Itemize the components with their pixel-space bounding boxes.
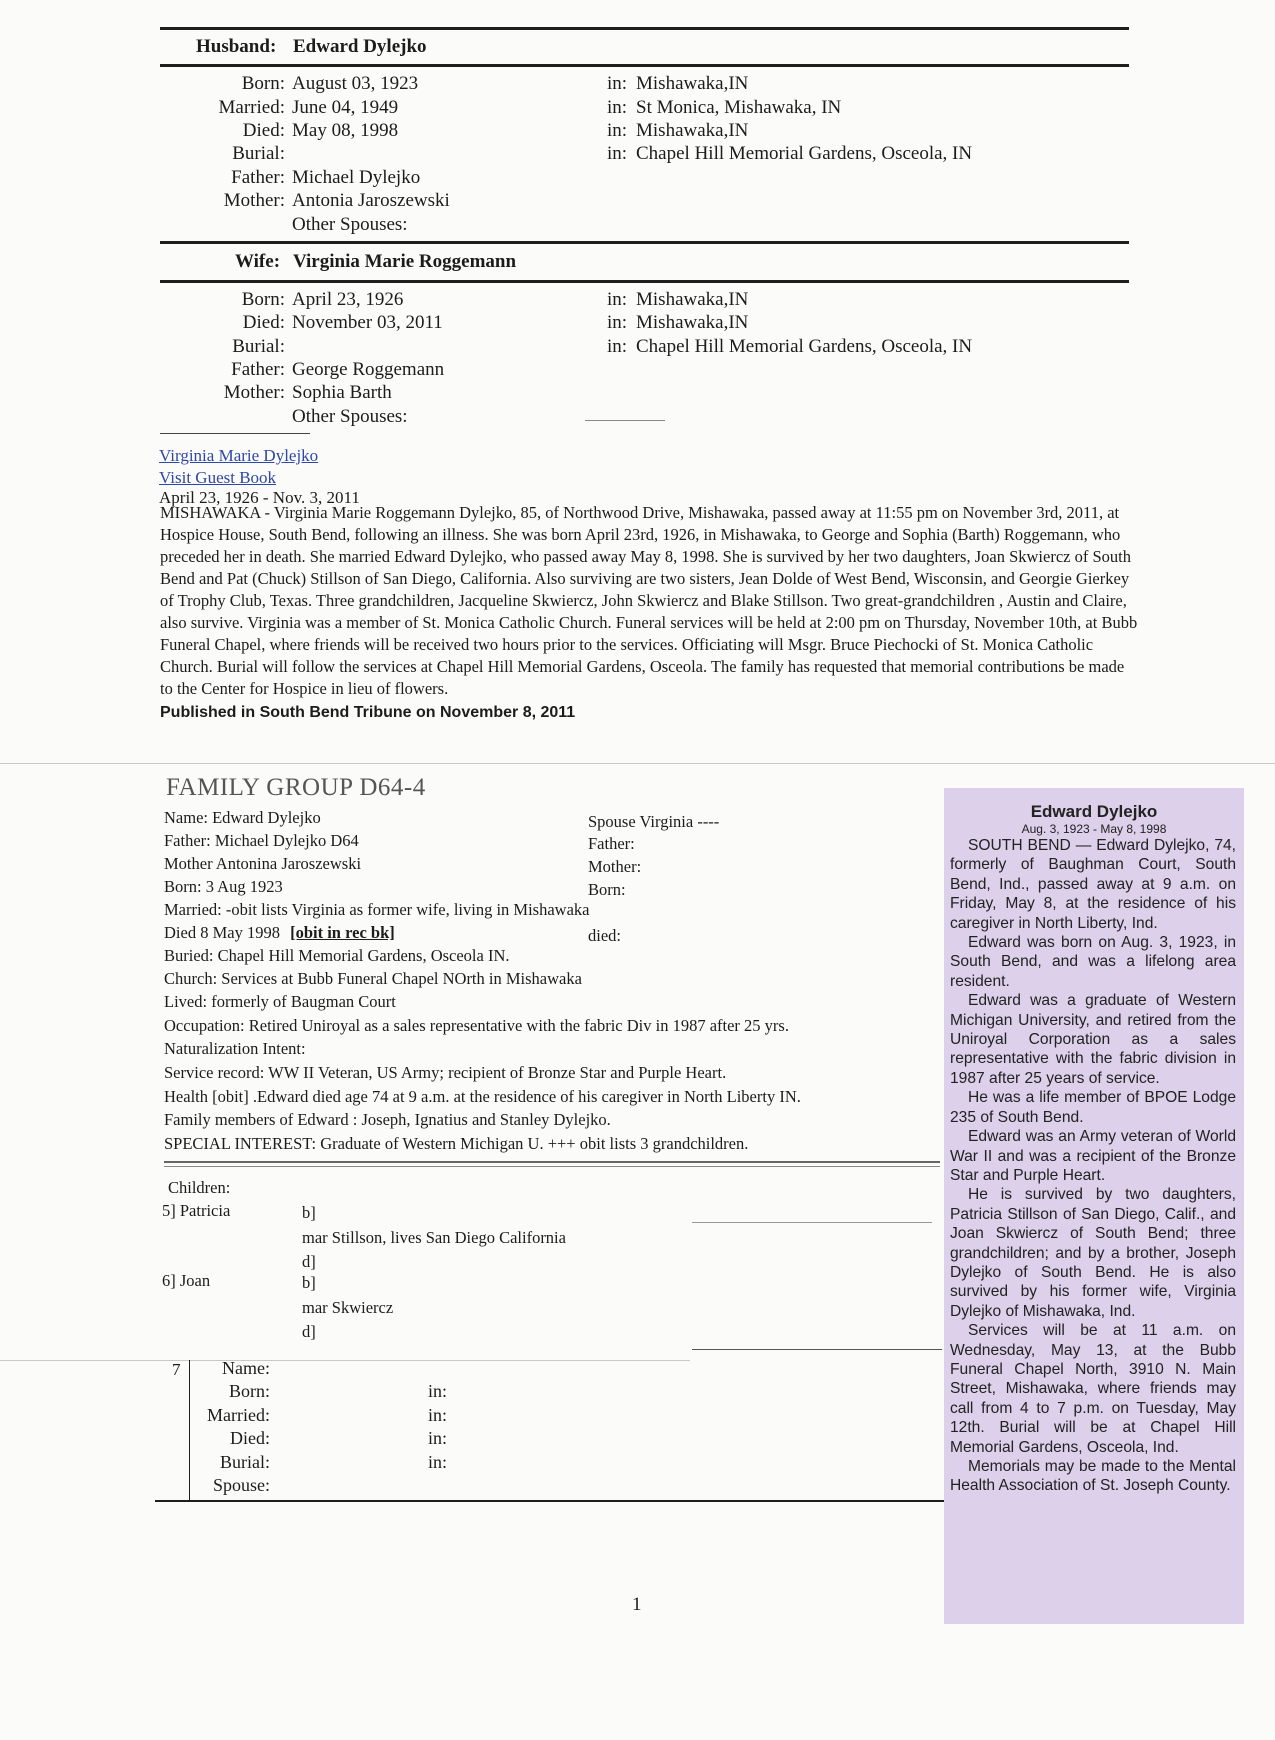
newspaper-clipping: [944, 788, 1244, 1624]
fg-spouse: Spouse Virginia ----: [588, 812, 720, 831]
child-5-name: 5] Patricia: [162, 1201, 231, 1220]
page-seam-lower: [0, 1360, 690, 1361]
child-record-married-in: in:: [428, 1405, 448, 1425]
fg-married: Married: -obit lists Virginia as former wife, living in Mishawaka: [164, 900, 590, 919]
clipping-paragraph: Edward was born on Aug. 3, 1923, in South Bend, and was a lifelong area resident.: [950, 934, 1236, 990]
husband-mother-label: Mother:: [223, 190, 285, 211]
wife-born-label: Born:: [241, 289, 285, 310]
husband-born-label: Born:: [241, 73, 285, 94]
wife-born-in: in:: [607, 289, 628, 310]
fg-spouse-died: died:: [588, 926, 621, 945]
husband-married-label: Married:: [218, 97, 285, 118]
fg-church: Church: Services at Bubb Funeral Chapel NOrth in Mishawaka: [164, 969, 582, 988]
fg-died-note: [obit in rec bk]: [290, 923, 395, 942]
fg-lived: Lived: formerly of Baugman Court: [164, 992, 396, 1011]
wife-father-value: George Roggemann: [292, 359, 445, 380]
fg-spouse-mother: Mother:: [588, 857, 642, 876]
fg-naturalization: Naturalization Intent:: [164, 1039, 306, 1058]
wife-mother-value: Sophia Barth: [292, 382, 392, 403]
fg-died: [164, 923, 395, 943]
clipping-paragraph: Services will be at 11 a.m. on Wednesday, May 13, at the Bubb Funeral Chapel North, 3910 N. Main Street, Mishawaka, where friends may call from 4 to 7 p.m. on Tuesday, May 12th. Burial will be at Chapel Hill Memorial Gardens, Osceola, Ind.: [950, 1322, 1236, 1456]
husband-burial-in: in:: [607, 143, 628, 164]
fg-health: Health [obit] .Edward died age 74 at 9 a.m. at the residence of his caregiver in North Liberty IN.: [164, 1087, 801, 1106]
page-number: 1: [632, 1594, 642, 1615]
child-6-name: 6] Joan: [162, 1271, 211, 1290]
husband-born-in: in:: [607, 73, 628, 94]
child-6-marriage: mar Skwiercz: [302, 1298, 394, 1317]
husband-born-value: August 03, 1923: [292, 73, 419, 94]
clipping-title: Edward Dylejko: [1030, 802, 1158, 821]
husband-name: Edward Dylejko: [293, 36, 427, 57]
wife-died-place: Mishawaka,IN: [636, 312, 749, 333]
child-record-spouse-label: Spouse:: [212, 1475, 270, 1495]
fg-occupation: Occupation: Retired Uniroyal as a sales representative with the fabric Div in 1987 after 25 yrs.: [164, 1016, 789, 1035]
wife-section-short-rule: [160, 433, 310, 434]
obituary-paragraph: MISHAWAKA - Virginia Marie Roggemann Dylejko, 85, of Northwood Drive, Mishawaka, passed away at 11:55 pm on November 3rd, 2011, at Hospice House, South Bend, following an illness. She was born April 23rd, 1926, in Mishawaka, to George and Sophia (Barth) Roggemann, who preceded her in death. She married Edward Dylejko, who passed away May 8, 1998. She is survived by her two daughters, Joan Skwiercz of South Bend and Pat (Chuck) Stillson of San Diego, California. Also surviving are two sisters, Jean Dolde of West Bend, Wisconsin, and Georgie Gierkey of Trophy Club, Texas. Three grandchildren, Jacqueline Skwiercz, John Skwiercz and Blake Stillson. Two great-grandchildren , Austin and Claire, also survive. Virginia was a member of St. Monica Catholic Church. Funeral services will be held at 2:00 pm on Thursday, November 10th, at Bubb Funeral Chapel, where friends will be received two hours prior to the services. Officiating will Msgr. Bruce Piechocki of St. Monica Catholic Church. Burial will follow the services at Chapel Hill Memorial Gardens, Osceola. The family has requested that memorial contributions be made to the Center for Hospice in lieu of flowers.: [160, 503, 1138, 698]
child-record-born-in: in:: [428, 1381, 448, 1401]
clipping-text: [944, 836, 1244, 1496]
husband-mother-value: Antonia Jaroszewski: [292, 190, 450, 211]
husband-married-value: June 04, 1949: [292, 97, 399, 118]
husband-father-value: Michael Dylejko: [292, 167, 421, 188]
paper-fold-line: [692, 1222, 932, 1223]
children-label: Children:: [168, 1178, 231, 1197]
fg-name: Name: Edward Dylejko: [164, 808, 321, 827]
clipping-paragraph: He was a life member of BPOE Lodge 235 of South Bend.: [950, 1089, 1236, 1126]
wife-section-faint-rule: [585, 420, 665, 421]
child-5-birth: b]: [302, 1203, 316, 1222]
clipping-paragraph: SOUTH BEND — Edward Dylejko, 74, formerly of Baughman Court, South Bend, Ind., passed away at 9 a.m. on Friday, May 8, at the residence of his caregiver in North Liberty, Ind.: [950, 837, 1236, 932]
fg-family-members: Family members of Edward : Joseph, Ignatius and Stanley Dylejko.: [164, 1110, 611, 1129]
child-5-marriage: mar Stillson, lives San Diego California: [302, 1228, 566, 1247]
fg-father: Father: Michael Dylejko D64: [164, 831, 359, 850]
child-record-burial-label: Burial:: [220, 1452, 270, 1472]
husband-died-place: Mishawaka,IN: [636, 120, 749, 141]
child-record-bottom-rule: [155, 1500, 945, 1502]
fg-spouse-born: Born:: [588, 880, 626, 899]
family-group-double-rule-1: [164, 1161, 940, 1163]
child-record-number: 7: [172, 1360, 181, 1379]
husband-header-label: Husband:: [196, 36, 277, 57]
wife-died-value: November 03, 2011: [292, 312, 443, 333]
fg-died-text: Died 8 May 1998: [164, 923, 280, 942]
wife-burial-place: Chapel Hill Memorial Gardens, Osceola, IN: [636, 336, 973, 357]
husband-married-in: in:: [607, 97, 628, 118]
child-record-died-label: Died:: [230, 1428, 270, 1448]
fg-born: Born: 3 Aug 1923: [164, 877, 283, 896]
husband-burial-label: Burial:: [232, 143, 285, 164]
wife-burial-label: Burial:: [232, 336, 285, 357]
wife-name: Virginia Marie Roggemann: [293, 251, 517, 272]
wife-other-spouses-label: Other Spouses:: [292, 406, 408, 427]
wife-born-value: April 23, 1926: [292, 289, 404, 310]
wife-died-in: in:: [607, 312, 628, 333]
wife-father-label: Father:: [231, 359, 285, 380]
family-group-double-rule-2: [164, 1166, 940, 1167]
child-record-name-label: Name:: [222, 1358, 270, 1378]
fg-service-record: Service record: WW II Veteran, US Army; recipient of Bronze Star and Purple Heart.: [164, 1063, 727, 1082]
guest-book-link[interactable]: Visit Guest Book: [159, 468, 277, 487]
clipping-paragraph: Edward was a graduate of Western Michigan University, and retired from the Uniroyal Corporation as a sales representative with the fabric division in 1987 after 25 years of service.: [950, 992, 1236, 1087]
wife-top-rule: [160, 241, 1129, 244]
fg-spouse-father: Father:: [588, 834, 635, 853]
wife-bottom-rule: [160, 280, 1129, 283]
child-6-death: d]: [302, 1322, 316, 1341]
obituary-published-note: Published in South Bend Tribune on November 8, 2011: [160, 704, 576, 721]
child-record-burial-in: in:: [428, 1452, 448, 1472]
fg-special-interest: SPECIAL INTEREST: Graduate of Western Michigan U. +++ obit lists 3 grandchildren.: [164, 1134, 749, 1153]
husband-died-in: in:: [607, 120, 628, 141]
clipping-paragraph: He is survived by two daughters, Patricia Stillson of San Diego, Calif., and Joan Skwiercz of South Bend; three grandchildren; and by a brother, Joseph Dylejko of South Bend. He is also survived by his former wife, Virginia Dylejko of Mishawaka, Ind.: [950, 1186, 1236, 1320]
fg-buried: Buried: Chapel Hill Memorial Gardens, Osceola IN.: [164, 946, 510, 965]
child-record-died-in: in:: [428, 1428, 448, 1448]
child-6-birth: b]: [302, 1273, 316, 1292]
wife-died-label: Died:: [242, 312, 285, 333]
child-record-vertical-rule: [189, 1360, 190, 1500]
husband-bottom-rule: [160, 64, 1129, 67]
husband-top-rule: [160, 27, 1129, 30]
husband-born-place: Mishawaka,IN: [636, 73, 749, 94]
obituary-name-link[interactable]: Virginia Marie Dylejko: [159, 446, 319, 465]
child-record-married-label: Married:: [207, 1405, 270, 1425]
wife-burial-in: in:: [607, 336, 628, 357]
husband-died-value: May 08, 1998: [292, 120, 399, 141]
child-5-death: d]: [302, 1252, 316, 1271]
obituary-text: [160, 502, 1140, 724]
obituary-dates: April 23, 1926 - Nov. 3, 2011: [159, 488, 360, 507]
clipping-paragraph: Memorials may be made to the Mental Health Association of St. Joseph County.: [950, 1458, 1236, 1495]
fg-mother: Mother Antonina Jaroszewski: [164, 854, 362, 873]
husband-burial-place: Chapel Hill Memorial Gardens, Osceola, IN: [636, 143, 973, 164]
clipping-dates: Aug. 3, 1923 - May 8, 1998: [1021, 822, 1167, 836]
child-record-born-label: Born:: [228, 1381, 270, 1401]
husband-other-spouses-label: Other Spouses:: [292, 214, 408, 235]
wife-born-place: Mishawaka,IN: [636, 289, 749, 310]
family-group-title: FAMILY GROUP D64-4: [166, 774, 426, 801]
husband-father-label: Father:: [231, 167, 285, 188]
paper-fold-line-2: [692, 1349, 942, 1350]
wife-mother-label: Mother:: [223, 382, 285, 403]
wife-header-label: Wife:: [235, 251, 281, 272]
husband-married-place: St Monica, Mishawaka, IN: [636, 97, 842, 118]
clipping-paragraph: Edward was an Army veteran of World War II and was a recipient of the Bronze Star and Purple Heart.: [950, 1128, 1236, 1184]
page-seam-upper: [0, 763, 1275, 764]
husband-died-label: Died:: [242, 120, 285, 141]
